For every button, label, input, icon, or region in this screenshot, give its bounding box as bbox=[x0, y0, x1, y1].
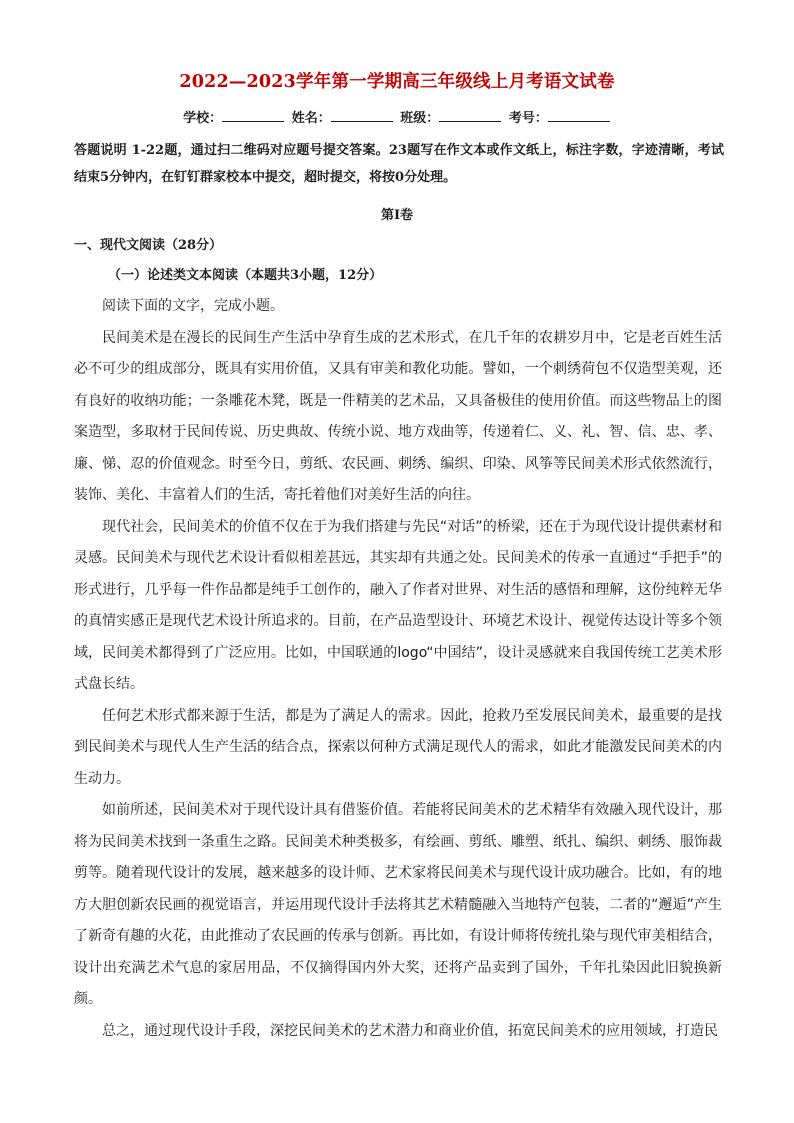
passage-paragraph: 任何艺术形式都来源于生活，都是为了满足人的需求。因此，抢救乃至发展民间美术，最重要的是找到民间美术与现代人生产生活的结合点，探索以何种方式满足现代人的需求，如此才能激发民间美术的内生动力。 bbox=[74, 707, 722, 787]
passage-paragraph: 阅读下面的文字，完成小题。 bbox=[102, 298, 284, 314]
name-blank[interactable] bbox=[331, 109, 393, 122]
exam-title: 2022—2023学年第一学期高三年级线上月考语文试卷 bbox=[179, 72, 615, 92]
answer-instructions: 答题说明 1-22题，通过扫二维码对应题号提交答案。23题写在作文本或作文纸上，标注字数，字迹清晰，考试结束5分钟内，在钉钉群家校本中提交，超时提交，将按0分处理。 bbox=[74, 143, 724, 185]
passage-paragraph: 民间美术是在漫长的民间生产生活中孕育生成的艺术形式，在几千年的农耕岁月中，它是老百姓生活必不可少的组成部分，既具有实用价值，又具有审美和教化功能。譬如，一个刺绣荷包不仅造型美观，还有良好的收纳功能；一条雕花木凳，既是一件精美的艺术品，又具备极佳的使用价值。而这些物品上的图案造型，多取材于民间传说、历史典故、传统小说、地方戏曲等，传递着仁、义、礼、智、信、忠、孝、廉、悌、忍的价值观念。时至今日，剪纸、农民画、刺绣、编织、印染、风筝等民间美术形式依然流行，装饰、美化、丰富着人们的生活，寄托着他们对美好生活的向往。 bbox=[74, 329, 722, 503]
number-blank[interactable] bbox=[548, 109, 610, 122]
school-blank[interactable] bbox=[222, 109, 284, 122]
passage-paragraph: 现代社会，民间美术的价值不仅在于为我们搭建与先民“对话”的桥梁，还在于为现代设计提供素材和灵感。民间美术与现代艺术设计看似相差甚远，其实却有共通之处。民间美术的传承一直通过“手把手”的形式进行，几乎每一件作品都是纯手工创作的，融入了作者对世界、对生活的感悟和理解，这份纯粹无华的真情实感正是现代艺术设计所追求的。目前，在产品造型设计、环境艺术设计、视觉传达设计等多个领域，民间美术都得到了广泛应用。比如，中国联通的logo“中国结”，设计灵感就来自我国传统工艺美术形式盘长结。 bbox=[74, 518, 722, 692]
class-label: 班级： bbox=[400, 111, 440, 126]
passage-paragraph: 总之，通过现代设计手段，深挖民间美术的艺术潜力和商业价值，拓宽民间美术的应用领域，打造民 bbox=[102, 1022, 718, 1039]
section-heading: 一、现代文阅读（28分） bbox=[74, 238, 223, 253]
reading-passage bbox=[74, 291, 722, 1047]
part-label: 第Ⅰ卷 bbox=[380, 208, 414, 223]
class-blank[interactable] bbox=[439, 109, 501, 122]
passage-paragraph: 如前所述，民间美术对于现代设计具有借鉴价值。若能将民间美术的艺术精华有效融入现代设计，那将为民间美术找到一条重生之路。民间美术种类极多，有绘画、剪纸、雕塑、纸扎、编织、刺绣、服饰裁剪等。随着现代设计的发展，越来越多的设计师、艺术家将民间美术与现代设计成功融合。比如，有的地方大胆创新农民画的视觉语言，并运用现代设计手法将其艺术精髓融入当地特产包装，二者的“邂逅”产生了新奇有趣的火花，由此推动了农民画的传承与创新。再比如，有设计师将传统扎染与现代审美相结合，设计出充满艺术气息的家居用品，不仅摘得国内外大奖，还将产品卖到了国外，千年扎染因此旧貌换新颜。 bbox=[74, 802, 722, 1007]
school-label: 学校： bbox=[183, 111, 223, 126]
name-label: 姓名： bbox=[291, 111, 331, 126]
number-label: 考号： bbox=[508, 111, 548, 126]
subsection-heading: （一）论述类文本阅读（本题共3小题，12分） bbox=[108, 268, 383, 283]
student-info-fields bbox=[0, 107, 794, 126]
